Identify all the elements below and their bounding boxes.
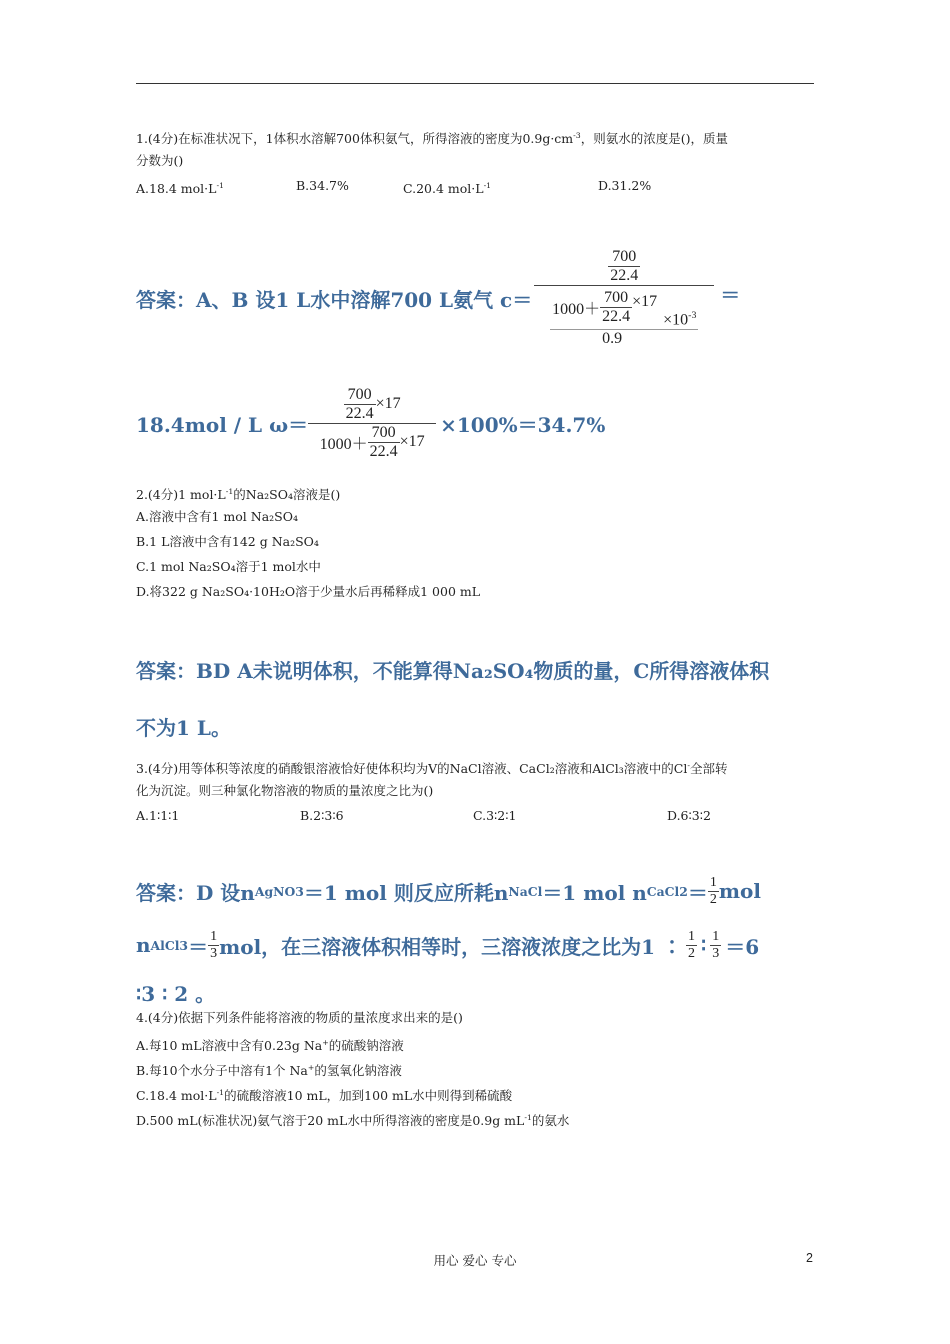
a3-l2-end: ＝6	[725, 934, 760, 959]
a1-omega-num-frac	[344, 386, 376, 423]
a1-den-224: 22.4	[602, 307, 631, 325]
a1-equals: ＝	[720, 282, 741, 307]
q1-option-a-text: A.18.4 mol·L	[136, 181, 217, 197]
q3-option-b: B.2∶3∶6	[300, 808, 344, 823]
a1-num-700: 700	[612, 247, 637, 265]
a1-lead-text: 答案：A、B 设1 L水中溶解700 L氨气 c＝	[136, 287, 533, 312]
q1-option-c-sup: -1	[483, 181, 492, 190]
a1-den-exp-sup: -3	[688, 309, 697, 321]
header-rule	[136, 83, 814, 84]
page-number: 2	[806, 1251, 813, 1265]
a3-frac-third-2-num: 1	[712, 928, 720, 944]
q3-option-a: A.1∶1∶1	[136, 808, 180, 823]
a3-frac-third-2	[710, 929, 721, 962]
q1-line1	[136, 128, 728, 147]
q2-stem-sup: -1	[225, 487, 234, 496]
a3-frac-third-2-den: 3	[712, 945, 720, 961]
a1-omega-den-x17: ×17	[399, 433, 425, 450]
a1-den-09: 0.9	[602, 330, 623, 348]
a1-big-den	[548, 286, 700, 348]
a2-line2: 不为1 L。	[136, 716, 231, 740]
q1-line2	[136, 153, 183, 169]
q4-option-c-text: C.18.4 mol·L	[136, 1088, 217, 1104]
a3-mol-1: mol	[718, 879, 761, 903]
q4-option-d-sup: -1	[524, 1113, 532, 1122]
a3-frac-half-1	[708, 875, 719, 908]
q3-options	[136, 808, 814, 826]
q1-option-b: B.34.7%	[296, 178, 349, 193]
q1-line2-text: 分数为()	[136, 153, 184, 168]
q1-options	[136, 178, 814, 196]
a1-den-inner-frac	[600, 289, 632, 326]
q4-stem: 4.(4分)依据下列条件能将溶液的物质的量浓度求出来的是()	[136, 1010, 463, 1025]
q4-option-c-sup: -1	[216, 1088, 225, 1097]
a3-l2-c: mol，在三溶液体积相等时，三溶液浓度之比为1 ∶	[219, 934, 683, 959]
a1-line2-start: 18.4mol / L ω＝	[136, 412, 309, 437]
a3-frac-half-2	[686, 929, 697, 962]
q2-option-d: D.将322 g Na₂SO₄·10H₂O溶于少量水后再稀释成1 000 mL	[136, 584, 481, 599]
a3-line3: ∶3 ∶ 2 。	[136, 982, 216, 1006]
q2-option-b: B.1 L溶液中含有142 g Na₂SO₄	[136, 534, 319, 549]
q1-option-d: D.31.2%	[598, 178, 652, 193]
a3-sub-nacl: NaCl	[508, 883, 543, 899]
q2-option-a: A.溶液中含有1 mol Na₂SO₄	[136, 509, 298, 524]
q4-option-a-sup: +	[322, 1038, 329, 1047]
a1-den-exp-text: ×10	[663, 311, 689, 329]
q1-line1-sup: -3	[573, 131, 581, 140]
q4-option-d	[136, 1110, 569, 1129]
page-footer: 用心 爱心 专心	[433, 1253, 517, 1268]
a3-frac-half-1-num: 1	[709, 874, 717, 890]
a1-den-frac	[550, 286, 698, 348]
a1-den-exp	[663, 310, 696, 329]
q4-option-b	[136, 1060, 402, 1079]
q1-line1-end: ，则氨水的浓度是()，质量	[580, 131, 728, 147]
a1-omega-fraction	[308, 386, 436, 461]
a1-omega-den	[318, 424, 427, 461]
q4-option-b-end: 的氢氧化钠溶液	[314, 1063, 402, 1079]
a3-sub-alcl3: AlCl3	[150, 937, 189, 953]
a3-line1	[136, 868, 761, 914]
a1-line1	[136, 238, 740, 358]
a2-line1: 答案：BD A未说明体积，不能算得Na₂SO₄物质的量，C所得溶液体积	[136, 659, 770, 683]
a1-omega-num-224: 22.4	[345, 404, 374, 422]
a1-omega-num	[342, 386, 403, 423]
a1-omega-num-x17: ×17	[375, 395, 401, 412]
a1-omega-den-700: 700	[371, 423, 396, 441]
a3-line2	[136, 922, 759, 968]
q4-option-c	[136, 1085, 512, 1104]
q4-option-b-sup: +	[307, 1063, 315, 1072]
a1-big-num	[606, 248, 642, 285]
a1-omega-den-frac	[368, 424, 400, 461]
q2-stem-end: 的Na₂SO₄溶液是()	[233, 487, 341, 503]
a1-line2	[136, 378, 605, 468]
a3-colon: ∶	[701, 933, 707, 957]
a3-frac-third-1-den: 3	[210, 945, 218, 961]
q4-option-a-text: A.每10 mL溶液中含有0.23g Na	[136, 1038, 323, 1054]
a3-sub-cacl2: CaCl2	[646, 883, 688, 899]
a3-frac-third-1-num: 1	[210, 928, 218, 944]
q1-option-c-text: C.20.4 mol·L	[403, 181, 484, 197]
a3-l2-b: ＝	[188, 934, 209, 959]
a1-num-224: 22.4	[610, 266, 639, 284]
a3-l2-a: n	[136, 933, 151, 957]
a1-omega-den-1000: 1000＋	[319, 435, 368, 453]
q4-option-a	[136, 1035, 404, 1054]
a1-den-x17: ×17	[632, 293, 658, 311]
a3-frac-half-2-den: 2	[688, 945, 696, 961]
a1-num-frac	[608, 248, 640, 285]
q1-option-a-sup: -1	[216, 181, 225, 190]
q2-option-c: C.1 mol Na₂SO₄溶于1 mol水中	[136, 559, 321, 574]
a1-omega-num-700: 700	[347, 385, 372, 403]
q4-option-a-end: 的硫酸钠溶液	[328, 1038, 404, 1054]
q1-line1-text: 1.(4分)在标准状况下，1体积水溶解700体积氨气，所得溶液的密度为0.9g·cm	[136, 131, 574, 147]
a1-den-num	[550, 286, 698, 329]
a3-frac-half-2-num: 1	[688, 928, 696, 944]
a3-l1-c: ＝1 mol n	[542, 880, 647, 905]
q3-line1-text: 3.(4分)用等体积等浓度的硝酸银溶液恰好使体积均为V的NaCl溶液、CaCl₂溶液和AlCl₃溶液中的Cl	[136, 761, 688, 777]
q3-line1-end: 全部转	[690, 761, 728, 777]
a3-l1-d: ＝	[687, 880, 708, 905]
a3-sub-agno3: AgNO3	[254, 883, 304, 899]
q2-stem-text: 2.(4分)1 mol·L	[136, 487, 226, 503]
a3-l1-b: ＝1 mol 则反应所耗n	[303, 880, 509, 905]
a1-den-700: 700	[604, 288, 629, 306]
a1-omega-den-224: 22.4	[369, 442, 398, 460]
q3-line1	[136, 758, 728, 777]
q1-option-c	[403, 178, 491, 197]
q3-line1-sup: -	[687, 761, 690, 770]
a1-big-fraction	[534, 248, 714, 348]
q4-option-d-text: D.500 mL(标准状况)氨气溶于20 mL水中所得溶液的密度是0.9g mL	[136, 1113, 525, 1129]
q3-option-c: C.3∶2∶1	[473, 808, 517, 823]
q1-option-a	[136, 178, 224, 197]
a1-line2-end: ×100%＝34.7%	[440, 412, 606, 437]
a1-den-1000: 1000＋	[552, 300, 601, 318]
q4-option-c-end: 的硫酸溶液10 mL，加到100 mL水中则得到稀硫酸	[224, 1088, 513, 1104]
q3-line2: 化为沉淀。则三种氯化物溶液的物质的量浓度之比为()	[136, 783, 434, 798]
q2-stem	[136, 484, 340, 503]
a3-frac-third-1	[208, 929, 219, 962]
a3-frac-half-1-den: 2	[709, 891, 717, 907]
a3-l1-a: 答案：D 设n	[136, 880, 255, 905]
q3-option-d: D.6∶3∶2	[667, 808, 711, 823]
q4-option-b-text: B.每10个水分子中溶有1个 Na	[136, 1063, 308, 1079]
q4-option-d-end: 的氨水	[531, 1113, 570, 1129]
